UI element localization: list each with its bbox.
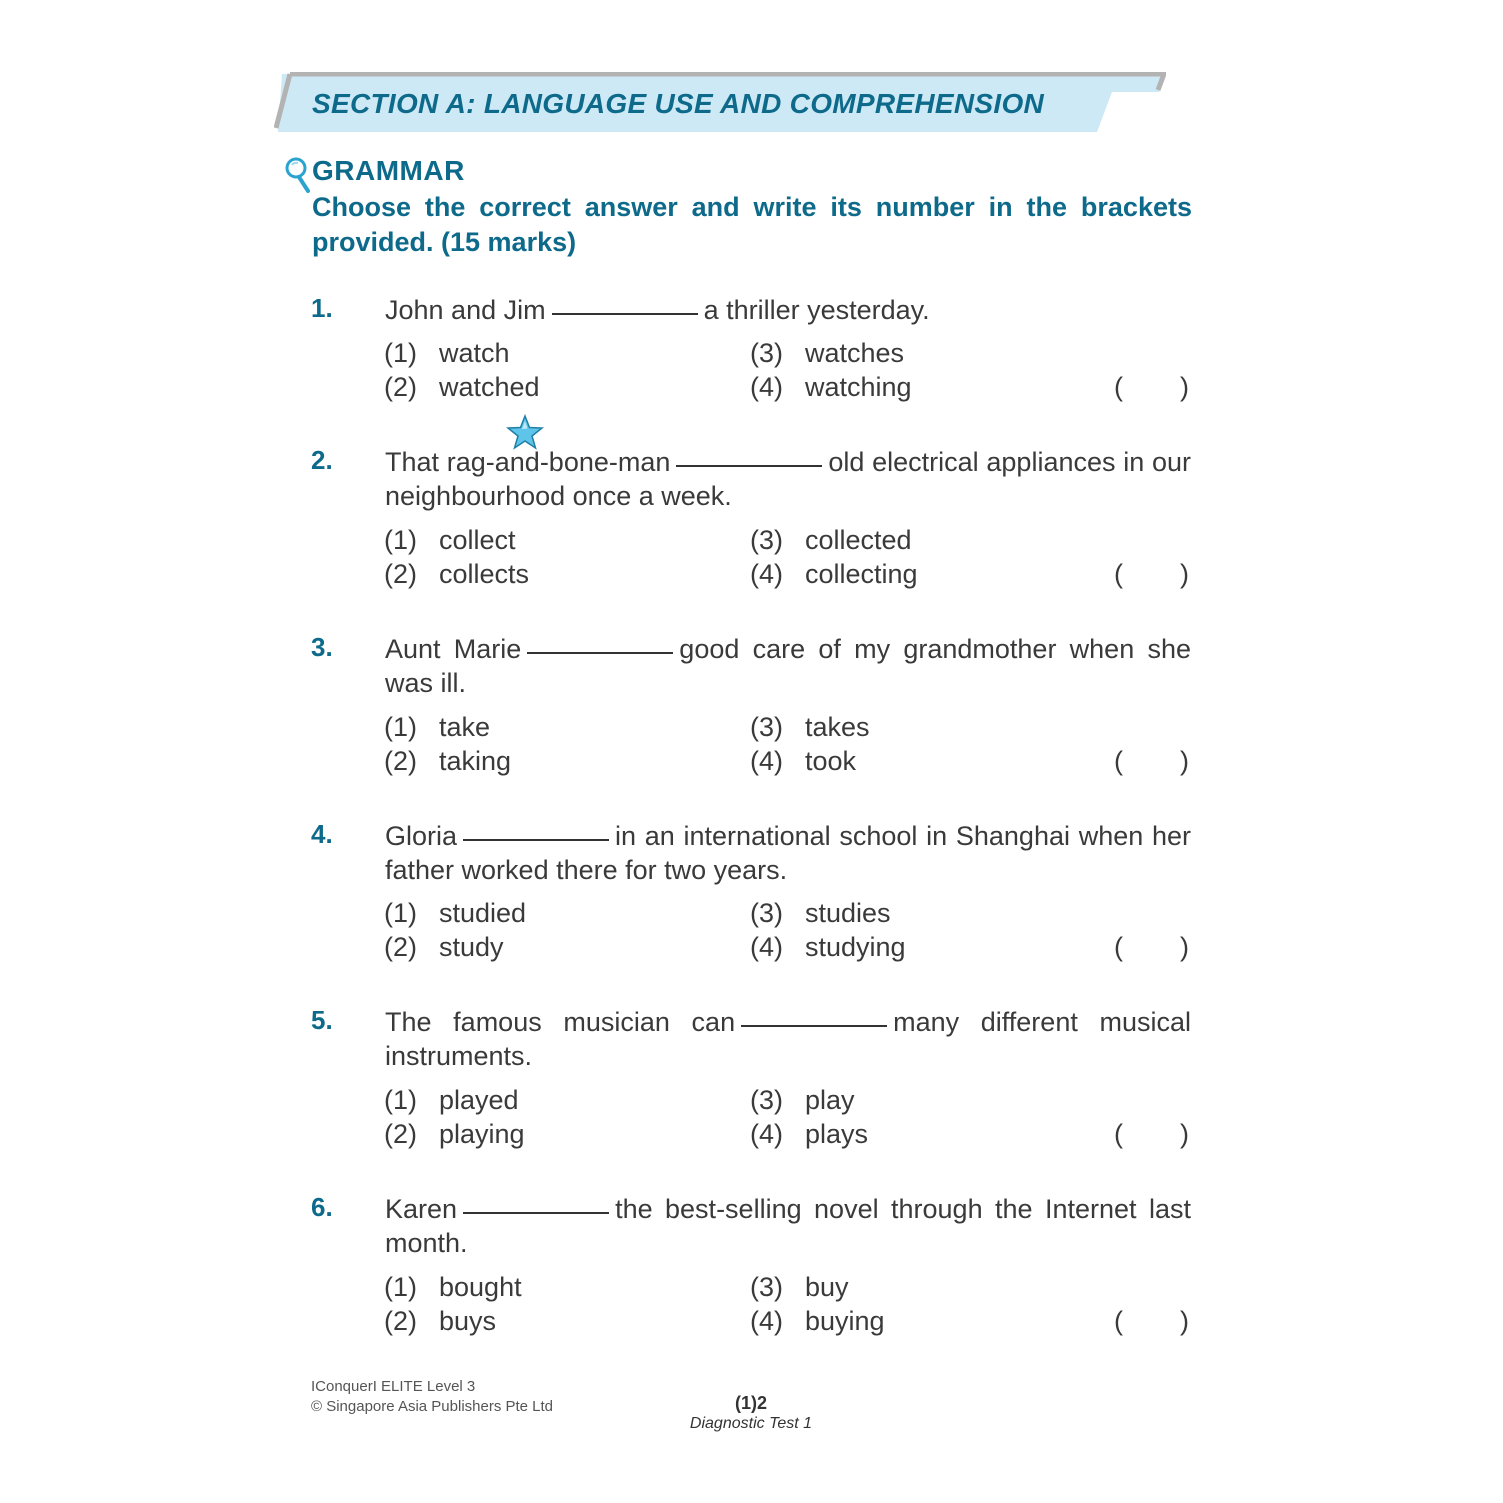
footer-copyright: © Singapore Asia Publishers Pte Ltd (311, 1398, 554, 1415)
question-stem-start: The famous musician can (385, 1007, 736, 1037)
option-3: (3) collected (750, 525, 912, 555)
question-stem-start: Karen (385, 1194, 458, 1224)
option-1: (1) studied (384, 898, 527, 928)
answer-blank (741, 1023, 887, 1027)
option-1: (1) watch (384, 338, 510, 368)
question-stem-start: That rag-and-bone-man (385, 447, 671, 477)
option-1: (1) bought (384, 1272, 522, 1302)
question-text (385, 1192, 1191, 1260)
option-2: (2) taking (384, 746, 512, 776)
answer-blank (552, 311, 698, 315)
option-4: (4) collecting (750, 559, 918, 589)
question-text (385, 445, 1191, 513)
magnifier-icon (284, 156, 314, 194)
option-4: (4) buying (750, 1306, 885, 1336)
question-number: 2. (311, 445, 333, 475)
option-1: (1) played (384, 1085, 519, 1115)
question-stem-end: in an international school in Shanghai when her father worked there for two years. (385, 821, 1191, 885)
option-3: (3) watches (750, 338, 905, 368)
question-text (385, 293, 1191, 327)
question-stem-end: the best-selling novel through the Internet last month. (385, 1194, 1191, 1258)
page-number: (1)2 (734, 1393, 767, 1413)
question-stem-start: Aunt Marie (385, 634, 522, 664)
option-3: (3) takes (750, 712, 870, 742)
option-3: (3) play (750, 1085, 855, 1115)
footer-page-info (680, 1393, 822, 1435)
answer-blank (676, 463, 822, 467)
section-title: SECTION A: LANGUAGE USE AND COMPREHENSION (312, 88, 1045, 119)
question-number: 6. (311, 1192, 333, 1222)
footer-series: IConquerI ELITE Level 3 (311, 1378, 476, 1395)
question-number: 3. (311, 632, 333, 662)
question-number: 5. (311, 1005, 333, 1035)
instructions: Choose the correct answer and write its number in the brackets provided. (15 marks) (312, 192, 1192, 257)
question-number: 1. (311, 293, 333, 323)
option-3: (3) buy (750, 1272, 849, 1302)
question-text (385, 1005, 1191, 1073)
worksheet-page: SECTION A: LANGUAGE USE AND COMPREHENSION GRAMMAR Choose the correct answer and write its number in the brackets provided. (15 marks) 1. John and Jim a thriller yesterday. (1) watch (2) watched (3) watches (4) watching ( ) 2. That rag-and-bone-man old electrical appliances in our neighbourhood once a week. (1) collect (2) collects (3) collected (4) collecting ( ) 3. Aunt Marie good care of my grandmother when she was ill. (1) take (2) taking (3) takes (4) took ( ) 4. Gloria in an international school in Shanghai when her father worked there for two years. (1) studied (2) study (3) studies (4) studying ( ) 5. The famous musician can many different musical instruments. (1) played (2) playing (3) play (4) plays ( ) 6. Karen the best-selling novel through the Internet last month. (1) bought (2) buys (3) buy (4) buying ( ) IConquerI ELITE Level 3 © Singapore Asia Publishers Pte Ltd (1)2 Diagnostic Test 1 (0, 0, 1503, 1503)
section-banner (274, 72, 1166, 134)
question-stem-start: John and Jim (385, 295, 546, 325)
question-stem-start: Gloria (385, 821, 458, 851)
grammar-title: GRAMMAR (312, 155, 465, 186)
option-2: (2) buys (384, 1306, 497, 1336)
option-4: (4) took (750, 746, 857, 776)
question-stem-end: good care of my grandmother when she was ill. (385, 634, 1191, 698)
answer-blank (463, 1210, 609, 1214)
option-4: (4) plays (750, 1119, 869, 1149)
question-number: 4. (311, 819, 333, 849)
option-1: (1) collect (384, 525, 516, 555)
answer-blank (527, 650, 673, 654)
option-4: (4) studying (750, 932, 906, 962)
option-4: (4) watching (750, 372, 912, 402)
option-2: (2) study (384, 932, 504, 962)
answer-blank (463, 837, 609, 841)
question-text (385, 632, 1191, 700)
option-2: (2) playing (384, 1119, 525, 1149)
option-2: (2) collects (384, 559, 530, 589)
question-stem-end: many different musical instruments. (385, 1007, 1192, 1071)
question-stem-end: a thriller yesterday. (703, 295, 930, 325)
footer-publisher (311, 1377, 553, 1417)
test-name: Diagnostic Test 1 (689, 1415, 813, 1432)
question-text (385, 819, 1191, 887)
option-3: (3) studies (750, 898, 891, 928)
question-stem-end: old electrical appliances in our neighbourhood once a week. (385, 447, 1191, 511)
option-2: (2) watched (384, 372, 540, 402)
option-1: (1) take (384, 712, 491, 742)
